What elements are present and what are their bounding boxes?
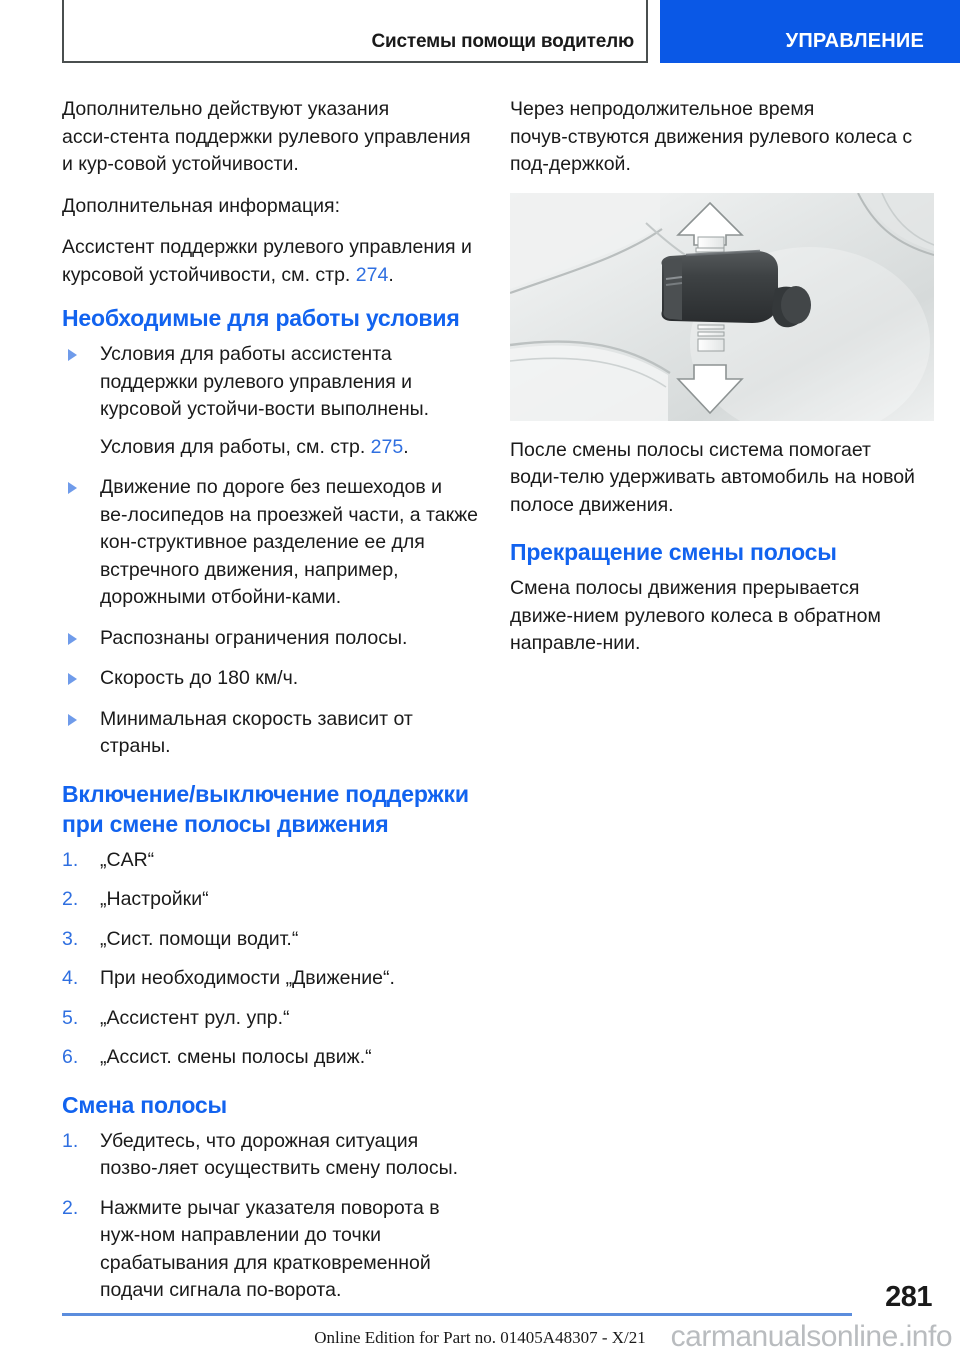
section-tab[interactable] xyxy=(660,0,960,63)
list-item xyxy=(62,886,486,914)
lane-change-steps-list xyxy=(62,1128,486,1305)
list-item xyxy=(62,1128,486,1183)
section-tab-label: УПРАВЛЕНИЕ xyxy=(785,30,924,52)
bullet-text: Движение по дороге без пешеходов и ве‑лосипедов на проезжей части, а также кон‑структивное разделение ее для встречного движения, например, дорожными отбойни‑ками. xyxy=(100,476,479,608)
page-reference-274[interactable]: 274 xyxy=(355,263,389,286)
more-info-label: Дополнительная информация: xyxy=(62,194,341,217)
heading-lane-change: Смена полосы xyxy=(62,1091,227,1118)
page-reference-275[interactable]: 275 xyxy=(370,435,404,458)
step-number: 6. xyxy=(62,1046,79,1068)
stalk-figure-svg xyxy=(510,193,934,421)
triangle-bullet-icon xyxy=(68,673,77,685)
list-item xyxy=(62,926,486,954)
triangle-bullet-icon xyxy=(68,714,77,726)
step-number: 3. xyxy=(62,927,79,950)
after-figure-paragraph: После смены полосы система помогает води‑телю удерживать автомобиль на новой полосе движения. xyxy=(510,438,915,516)
triangle-bullet-icon xyxy=(68,349,77,361)
step-text: Убедитесь, что дорожная ситуация позво‑ляет осуществить смену полосы. xyxy=(100,1129,459,1179)
chapter-title-box xyxy=(62,0,648,63)
heading-stop-lane-change: Прекращение смены полосы xyxy=(510,539,837,565)
more-info-paragraph xyxy=(62,234,486,289)
step-number: 1. xyxy=(62,848,79,871)
more-info-text: Ассистент поддержки рулевого управления и курсовой устойчивости, см. стр. xyxy=(62,236,472,286)
bullet-text: Скорость до 180 км/ч. xyxy=(100,667,299,689)
list-item xyxy=(62,847,486,875)
step-text: „Настройки“ xyxy=(100,888,209,910)
step-number: 1. xyxy=(62,1129,79,1152)
bullet-note-suffix: . xyxy=(403,435,409,458)
list-item xyxy=(62,1044,486,1072)
edition-note: Online Edition for Part no. 01405A48307 - X/21 xyxy=(314,1328,646,1347)
step-number: 5. xyxy=(62,1006,79,1029)
step-text: „Ассистент рул. упр.“ xyxy=(100,1006,290,1029)
more-info-suffix: . xyxy=(388,263,394,286)
bullet-note xyxy=(100,434,486,462)
heading-toggle-lane-support: Включение/выключение поддержки при смене полосы движения xyxy=(62,780,469,837)
triangle-bullet-icon xyxy=(68,633,77,645)
list-item xyxy=(62,706,486,761)
list-item xyxy=(62,474,486,612)
page-header xyxy=(0,0,960,66)
left-column xyxy=(62,96,486,1317)
page-number: 281 xyxy=(885,1281,932,1313)
stop-paragraph: Смена полосы движения прерывается движе‑нием рулевого колеса в обратном направле‑нии. xyxy=(510,577,881,654)
heading-conditions: Необходимые для работы условия xyxy=(62,305,460,331)
list-item xyxy=(62,665,486,693)
turn-signal-stalk-illustration xyxy=(510,193,934,421)
list-item xyxy=(62,341,486,461)
page-footer xyxy=(0,1282,960,1362)
right-top-paragraph: Через непродолжительное время почув‑ствуются движения рулевого колеса с под‑держкой. xyxy=(510,98,913,175)
list-item xyxy=(62,965,486,993)
chapter-title: Системы помощи водителю xyxy=(371,31,634,52)
bullet-note-text: Условия для работы, см. стр. xyxy=(100,435,371,458)
step-number: 4. xyxy=(62,967,79,989)
list-item xyxy=(62,625,486,653)
step-number: 2. xyxy=(62,1196,79,1219)
step-number: 2. xyxy=(62,888,79,910)
list-item xyxy=(62,1005,486,1033)
step-text: „Сист. помощи водит.“ xyxy=(100,927,299,950)
step-text: „CAR“ xyxy=(100,848,155,871)
triangle-bullet-icon xyxy=(68,482,77,494)
watermark: carmanualsonline.info xyxy=(670,1320,952,1353)
intro-paragraph: Дополнительно действуют указания асси‑стента поддержки рулевого управления и кур‑совой устойчивости. xyxy=(62,98,471,175)
footer-divider xyxy=(62,1313,852,1316)
conditions-bullet-list xyxy=(62,341,486,761)
bullet-text: Условия для работы ассистента поддержки рулевого управления и курсовой устойчи‑вости выполнены. xyxy=(100,343,430,420)
step-text: „Ассист. смены полосы движ.“ xyxy=(100,1046,372,1068)
right-column xyxy=(510,96,934,672)
bullet-text: Распознаны ограничения полосы. xyxy=(100,626,408,649)
toggle-steps-list xyxy=(62,847,486,1072)
step-text: При необходимости „Движение“. xyxy=(100,967,395,989)
bullet-text: Минимальная скорость зависит от страны. xyxy=(100,707,413,757)
step-text: Нажмите рычаг указателя поворота в нуж‑ном направлении до точки срабатывания для кратковременной подачи сигнала по‑ворота. xyxy=(100,1196,440,1301)
